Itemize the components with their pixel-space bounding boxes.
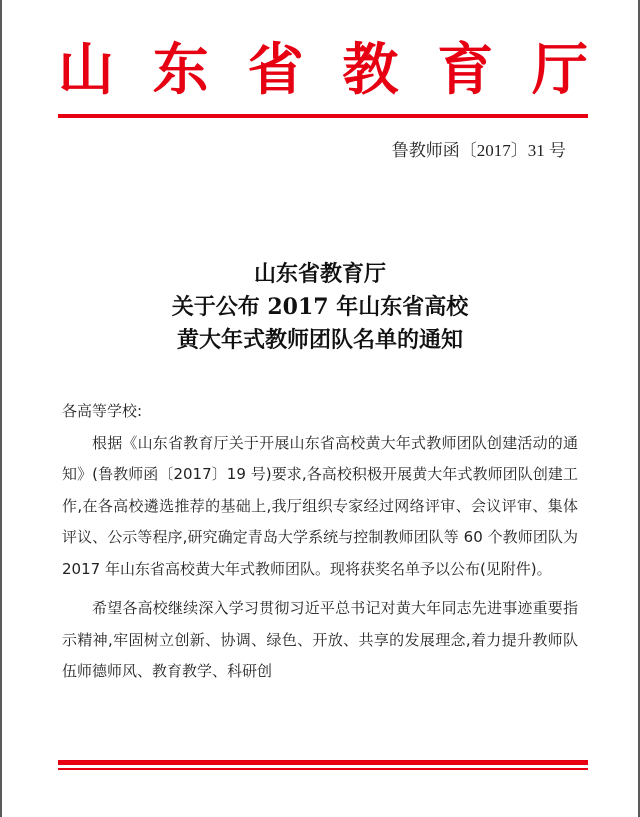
- document-number: 鲁教师函〔2017〕31 号: [391, 141, 566, 160]
- masthead-char: 教: [342, 37, 399, 103]
- masthead-char: 厅: [531, 37, 588, 103]
- masthead-title: [58, 30, 588, 110]
- footer-red-rule-thin: [58, 768, 588, 770]
- page-border-left: [0, 0, 2, 817]
- paragraph-2: 希望各高校继续深入学习贯彻习近平总书记对黄大年同志先进事迹重要指示精神,牢固树立创新、协调、绿色、开放、共享的发展理念,着力提升教师队伍师德师风、教育教学、科研创: [62, 599, 578, 680]
- masthead-char: 省: [247, 37, 304, 103]
- title-line-3: 黄大年式教师团队名单的通知: [176, 327, 463, 353]
- masthead-char: 东: [152, 37, 209, 103]
- title-line-1: 山东省教育厅: [253, 261, 386, 287]
- footer-red-rule-thick: [58, 760, 588, 765]
- notice-body: [62, 396, 578, 688]
- notice-title: [0, 258, 640, 357]
- salutation: 各高等学校:: [62, 402, 143, 420]
- masthead-red-rule: [58, 114, 588, 118]
- masthead-char: 山: [58, 37, 114, 103]
- title-line-2: 关于公布 2017 年山东省高校: [171, 294, 469, 320]
- masthead-char: 育: [437, 37, 494, 103]
- paragraph-1: 根据《山东省教育厅关于开展山东省高校黄大年式教师团队创建活动的通知》(鲁教师函〔2017〕19 号)要求,各高校积极开展黄大年式教师团队创建工作,在各高校遴选推荐的基础上,我厅组织专家经过网络评审、会议评审、集体评议、公示等程序,研究确定青岛大学系统与控制教师团队等 60 个教师团队为 2017 年山东省高校黄大年式教师团队。现将获奖名单予以公布(见附件)。: [62, 433, 578, 578]
